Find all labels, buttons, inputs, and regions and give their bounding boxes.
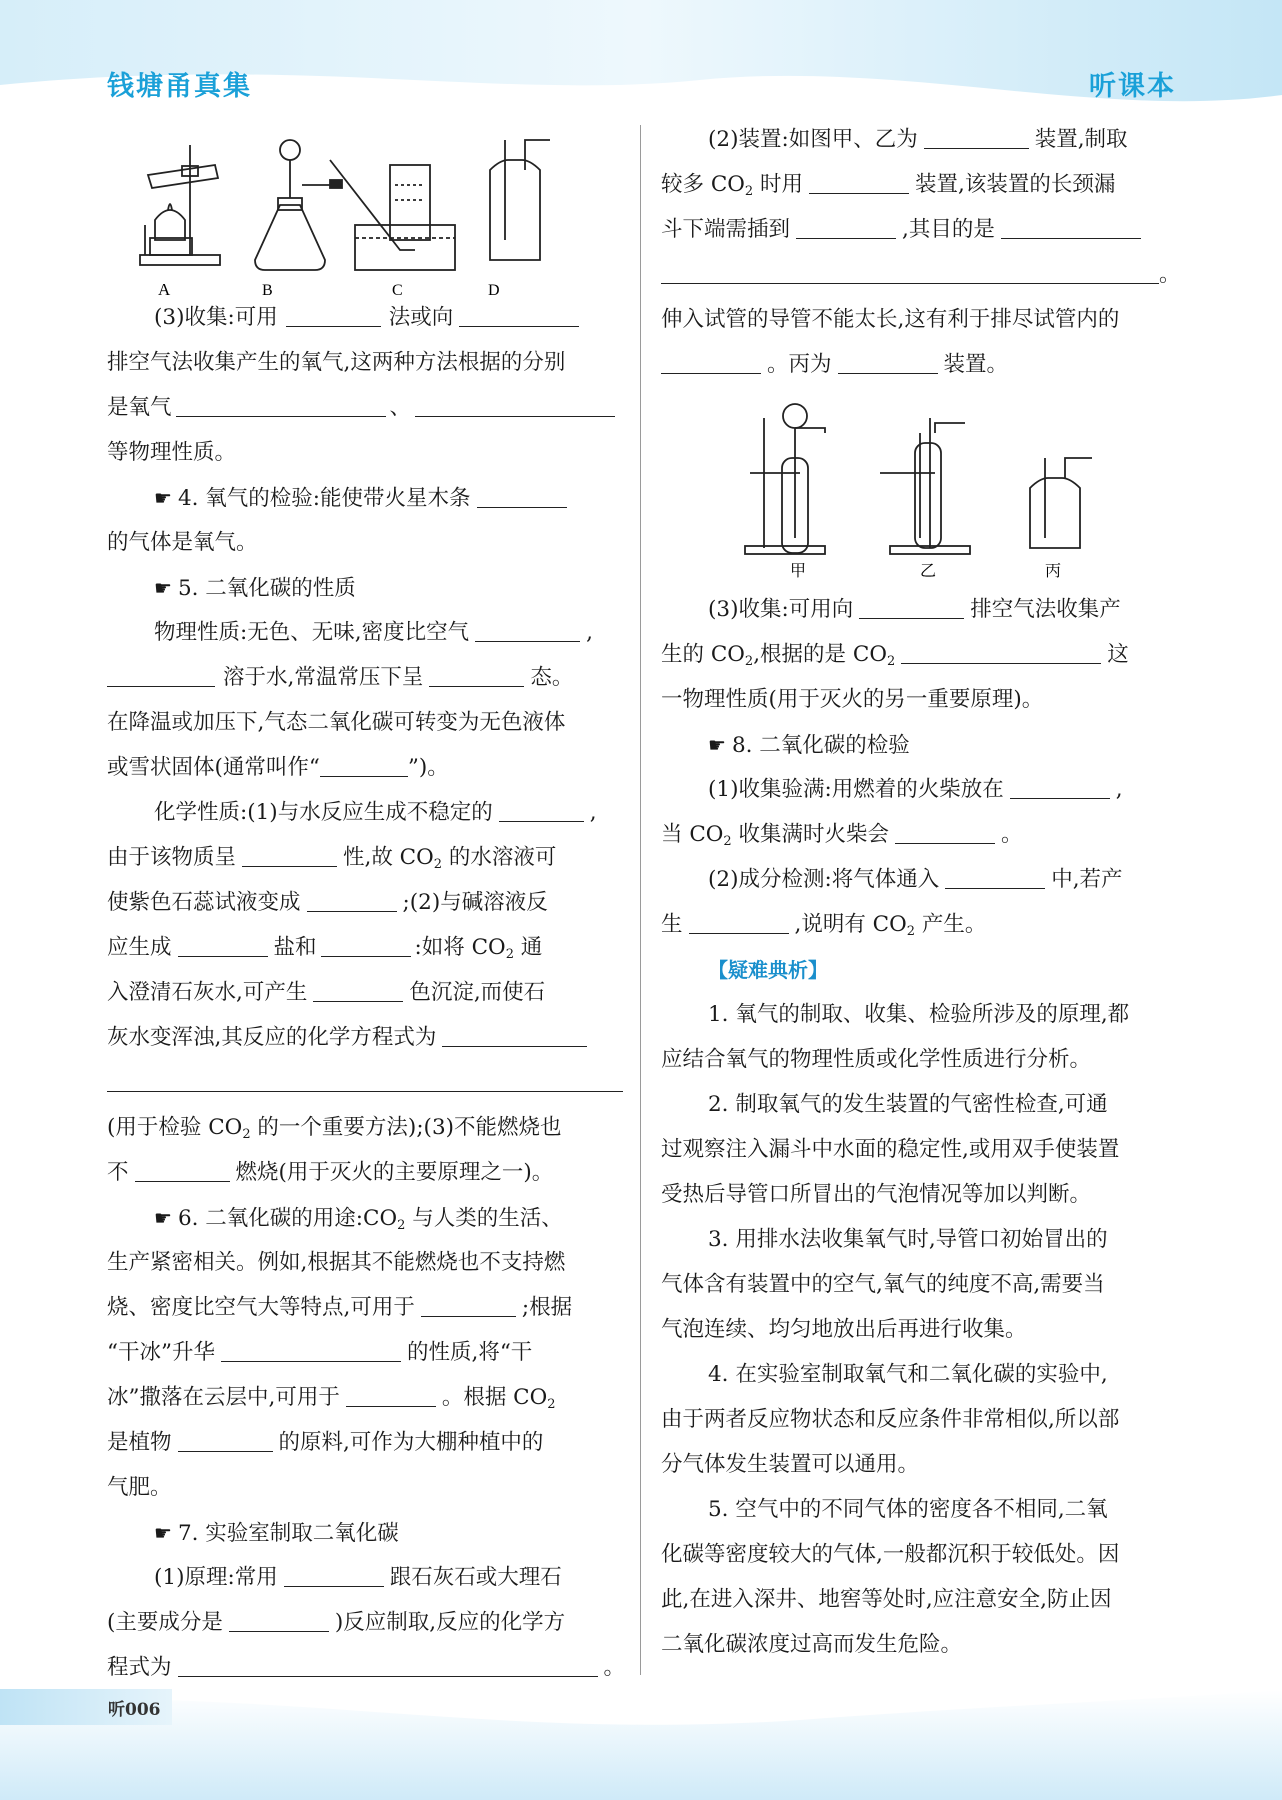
text-line: 此,在进入深井、地窖等处时,应注意安全,防止因	[661, 1587, 1112, 1612]
text-line: 。丙为 装置。	[661, 350, 1175, 380]
text-line: 是植物 的原料,可作为大棚种植中的	[107, 1430, 544, 1455]
text-line: ☛ 8. 二氧化碳的检验	[708, 733, 910, 758]
page-number: 听006	[108, 1700, 161, 1720]
text-line	[107, 1068, 623, 1098]
text-line: 不 燃烧(用于灭火的主要原理之一)。	[107, 1160, 554, 1185]
pointing-hand-icon: ☛	[154, 576, 172, 600]
text-line: (用于检验 $CO_2$ 的一个重要方法);(3)不能燃烧也	[107, 1115, 562, 1142]
blank[interactable]	[221, 1339, 401, 1362]
column-divider	[640, 125, 641, 1675]
text-line: 烧、密度比空气大等特点,可用于 ;根据	[107, 1295, 573, 1320]
blank[interactable]	[924, 126, 1029, 149]
pointing-hand-icon: ☛	[708, 733, 726, 757]
text-line: 伸入试管的导管不能太长,这有利于排尽试管内的	[661, 307, 1120, 332]
blank[interactable]	[838, 351, 938, 374]
section-title: 听课本	[1089, 71, 1176, 102]
text-line: 过观察注入漏斗中水面的稳定性,或用双手使装置	[661, 1137, 1120, 1162]
text-line: 二氧化碳浓度过高而发生危险。	[661, 1632, 963, 1657]
text-line: (2)装置:如图甲、乙为 装置,制取	[708, 127, 1128, 152]
text-line: 入澄清石灰水,可产生 色沉淀,而使石	[107, 980, 546, 1005]
book-title: 钱塘甬真集	[107, 71, 252, 102]
text-line: 灰水变浑浊,其反应的化学方程式为	[107, 1023, 623, 1053]
text-line: 化碳等密度较大的气体,一般都沉积于较低处。因	[661, 1542, 1120, 1567]
text-line: 一物理性质(用于灭火的另一重要原理)。	[661, 687, 1044, 712]
text-line: (1)原理:常用 跟石灰石或大理石	[154, 1565, 562, 1590]
text-line: (3)收集:可用向 排空气法收集产	[708, 597, 1121, 622]
blank[interactable]	[178, 1654, 598, 1677]
text-line: (3)收集:可用 法或向	[107, 303, 670, 333]
text-line: ☛ 4. 氧气的检验:能使带火星木条	[107, 483, 670, 514]
blank[interactable]	[459, 304, 579, 327]
figure-label-b: B	[262, 282, 273, 299]
text-line: (1)收集验满:用燃着的火柴放在 ,	[708, 777, 1123, 802]
pointing-hand-icon: ☛	[154, 1206, 172, 1230]
blank[interactable]	[1010, 776, 1110, 799]
text-line: 应结合氧气的物理性质或化学性质进行分析。	[661, 1047, 1092, 1072]
blank[interactable]	[242, 844, 337, 867]
text-line: 生的 $CO_2$,根据的是 $CO_2$ 这	[661, 642, 1129, 669]
blank[interactable]	[901, 641, 1101, 664]
text-line: 气泡连续、均匀地放出后再进行收集。	[661, 1317, 1027, 1342]
blank[interactable]	[689, 911, 789, 934]
text-line: 等物理性质。	[107, 440, 237, 465]
text-line: 溶于水,常温常压下呈 态。	[107, 663, 623, 693]
blank[interactable]	[286, 304, 381, 327]
section-heading: 【疑难典析】	[708, 958, 828, 982]
blank[interactable]	[661, 351, 761, 374]
blank[interactable]	[796, 216, 896, 239]
blank[interactable]	[229, 1609, 329, 1632]
text-line: 程式为 。	[107, 1655, 626, 1680]
text-line: ☛ 5. 二氧化碳的性质	[154, 576, 356, 601]
text-line: 排空气法收集产生的氧气,这两种方法根据的分别	[107, 350, 566, 375]
blank[interactable]	[809, 171, 909, 194]
blank[interactable]	[895, 821, 995, 844]
blank[interactable]	[1001, 216, 1141, 239]
text-line: 生 ,说明有 $CO_2$ 产生。	[661, 912, 987, 939]
apparatus-figure-abcd	[130, 130, 610, 300]
text-line: 3. 用排水法收集氧气时,导管口初始冒出的	[708, 1227, 1108, 1252]
figure-label-a: A	[158, 280, 171, 299]
blank[interactable]	[945, 866, 1045, 889]
figure-label-yi: 乙	[920, 561, 937, 580]
text-line: 分气体发生装置可以通用。	[661, 1452, 920, 1477]
blank[interactable]	[499, 799, 584, 822]
text-line: 受热后导管口所冒出的气泡情况等加以判断。	[661, 1182, 1092, 1207]
text-line: 气肥。	[107, 1475, 172, 1500]
blank[interactable]	[475, 619, 580, 642]
text-line: 在降温或加压下,气态二氧化碳可转变为无色液体	[107, 710, 566, 735]
text-line: 斗下端需插到 ,其目的是	[661, 215, 1175, 245]
blank[interactable]	[661, 261, 1159, 284]
text-line: 由于该物质呈 性,故 $CO_2$ 的水溶液可	[107, 845, 557, 872]
pointing-hand-icon: ☛	[154, 1521, 172, 1545]
text-line: 应生成 盐和 :如将 $CO_2$ 通	[107, 935, 543, 962]
blank[interactable]	[107, 1069, 623, 1092]
text-line: 2. 制取氧气的发生装置的气密性检查,可通	[708, 1092, 1108, 1117]
text-line: 或雪状固体(通常叫作“ ”)。	[107, 755, 449, 780]
blank[interactable]	[859, 596, 964, 619]
figure-label-jia: 甲	[790, 561, 807, 580]
blank[interactable]	[415, 394, 615, 417]
figure-label-bing: 丙	[1045, 561, 1062, 580]
blank[interactable]	[421, 1294, 516, 1317]
text-line: 冰”撒落在云层中,可用于 。根据 $CO_2$	[107, 1385, 556, 1412]
text-line: ☛ 7. 实验室制取二氧化碳	[154, 1521, 399, 1546]
blank[interactable]	[429, 664, 524, 687]
blank[interactable]	[135, 1159, 230, 1182]
text-line: (主要成分是 )反应制取,反应的化学方	[107, 1610, 566, 1635]
blank[interactable]	[321, 934, 411, 957]
text-line: 物理性质:无色、无味,密度比空气 ,	[154, 620, 593, 645]
blank[interactable]	[307, 889, 397, 912]
page-number-tab	[0, 1689, 172, 1725]
blank[interactable]	[178, 934, 268, 957]
blank[interactable]	[346, 1384, 436, 1407]
figure-label-d: D	[488, 282, 500, 299]
text-line: 较多 $CO_2$ 时用 装置,该装置的长颈漏	[661, 172, 1116, 199]
blank[interactable]	[313, 979, 403, 1002]
text-line: 生产紧密相关。例如,根据其不能燃烧也不支持燃	[107, 1250, 566, 1275]
text-line: 5. 空气中的不同气体的密度各不相同,二氧	[708, 1497, 1108, 1522]
figure-label-c: C	[392, 282, 403, 299]
blank[interactable]	[477, 485, 567, 508]
blank[interactable]	[107, 664, 215, 687]
text-line: 由于两者反应物状态和反应条件非常相似,所以部	[661, 1407, 1120, 1432]
text-line: 4. 在实验室制取氧气和二氧化碳的实验中,	[708, 1362, 1108, 1387]
text-line: 1. 氧气的制取、收集、检验所涉及的原理,都	[708, 1002, 1130, 1027]
blank[interactable]	[442, 1024, 587, 1047]
blank[interactable]	[284, 1564, 384, 1587]
text-line: 是氧气 、	[107, 393, 623, 423]
text-line: 化学性质:(1)与水反应生成不稳定的 ,	[154, 800, 597, 825]
text-line: 。	[661, 260, 1175, 290]
apparatus-figure-jiayibing	[740, 398, 1100, 583]
blank[interactable]	[320, 754, 408, 777]
text-line: 气体含有装置中的空气,氧气的纯度不高,需要当	[661, 1272, 1105, 1297]
blank[interactable]	[178, 1429, 273, 1452]
text-line: 使紫色石蕊试液变成 ;(2)与碱溶液反	[107, 890, 548, 915]
pointing-hand-icon: ☛	[154, 486, 172, 510]
text-line: ☛ 6. 二氧化碳的用途$:CO_2$ 与人类的生活、	[154, 1206, 563, 1233]
text-line: “干冰”升华 的性质,将“干	[107, 1340, 533, 1365]
text-line: (2)成分检测:将气体通入 中,若产	[708, 867, 1123, 892]
blank[interactable]	[176, 394, 386, 417]
text-line: 当 $CO_2$ 收集满时火柴会 。	[661, 822, 1023, 849]
text-line: 的气体是氧气。	[107, 530, 258, 555]
